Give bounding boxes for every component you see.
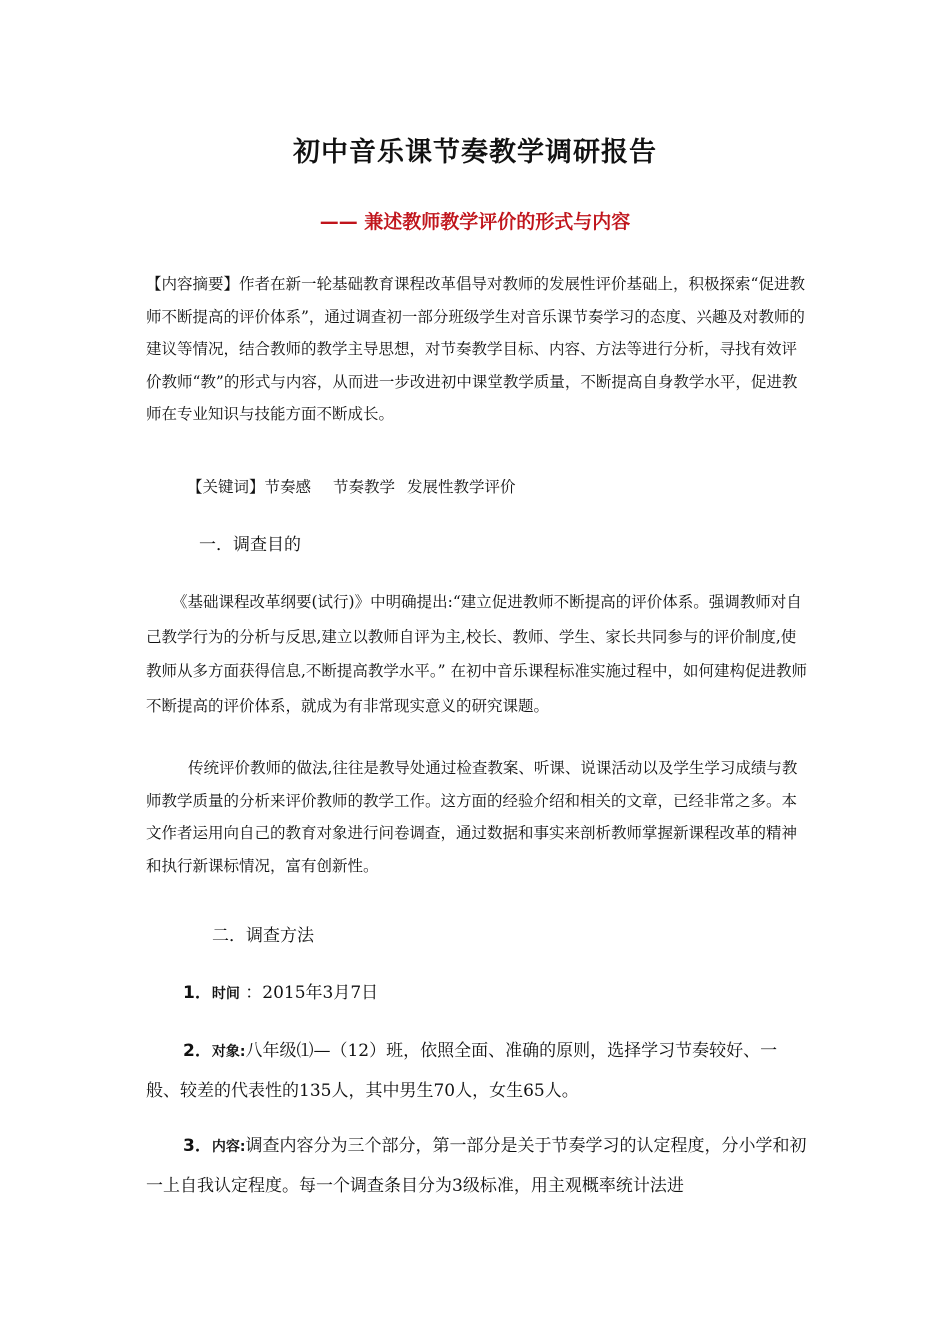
keyword-item: 节奏教学: [333, 478, 396, 496]
item-text: 八年级⑴—（12）班，依照全面、准确的原则，选择学习节奏较好、一般、较差的代表性的135人，其中男生70人，女生65人。: [146, 1041, 778, 1101]
item-number: 3．: [183, 1136, 212, 1156]
abstract-text: 作者在新一轮基础教育课程改革倡导对教师的发展性评价基础上，积极探索“促进教师不断提高的评价体系”，通过调查初一部分班级学生对音乐课节奏学习的态度、兴趣及对教师的建议等情况，结合教师的教学主导思想，对节奏教学目标、内容、方法等进行分析，寻找有效评价教师“教”的形式与内容，从而进一步改进初中课堂教学质量，不断提高自身教学水平，促进教师在专业知识与技能方面不断成长。: [146, 275, 805, 423]
keywords-line: [146, 474, 851, 500]
item-separator: ：: [239, 983, 263, 1003]
keywords-label: 【关键词】: [187, 478, 265, 496]
keyword-item: 节奏感: [264, 478, 312, 496]
item-label: 内容:: [211, 1139, 246, 1155]
method-item-content: [146, 1127, 810, 1205]
item-label: 对象:: [211, 1044, 246, 1060]
document-title: 初中音乐课节奏教学调研报告: [293, 137, 657, 168]
section-heading-purpose: 一．调查目的: [199, 535, 301, 555]
keyword-item: 发展性教学评价: [407, 478, 516, 496]
method-item-time: [146, 974, 810, 1014]
section-heading-method: 二．调查方法: [212, 926, 314, 946]
body-paragraph: 《基础课程改革纲要(试行)》中明确提出:“建立促进教师不断提高的评价体系。强调教师对自己教学行为的分析与反思,建立以教师自评为主,校长、教师、学生、家长共同参与的评价制度,使教师从多方面获得信息,不断提高教学水平。” 在初中音乐课程标准实施过程中，如何建构促进教师不断提高的评价体系，就成为有非常现实意义的研究课题。: [146, 593, 808, 715]
item-text: 2015年3月7日: [262, 983, 379, 1003]
document-subtitle: —— 兼述教师教学评价的形式与内容: [319, 211, 631, 233]
abstract-label: 【内容摘要】: [146, 275, 240, 293]
item-text: 调查内容分为三个部分，第一部分是关于节奏学习的认定程度，分小学和初一上自我认定程度。每一个调查条目分为3级标准，用主观概率统计法进: [146, 1136, 807, 1196]
item-label: 时间: [211, 986, 240, 1002]
abstract-paragraph: [146, 268, 810, 431]
item-number: 2．: [183, 1041, 212, 1061]
method-item-subject: [146, 1032, 810, 1110]
item-number: 1．: [183, 983, 212, 1003]
body-paragraph: 传统评价教师的做法,往往是教导处通过检查教案、听课、说课活动以及学生学习成绩与教师教学质量的分析来评价教师的教学工作。这方面的经验介绍和相关的文章，已经非常之多。本文作者运用向自己的教育对象进行问卷调查，通过数据和事实来剖析教师掌握新课程改革的精神和执行新课标情况，富有创新性。: [146, 759, 798, 875]
